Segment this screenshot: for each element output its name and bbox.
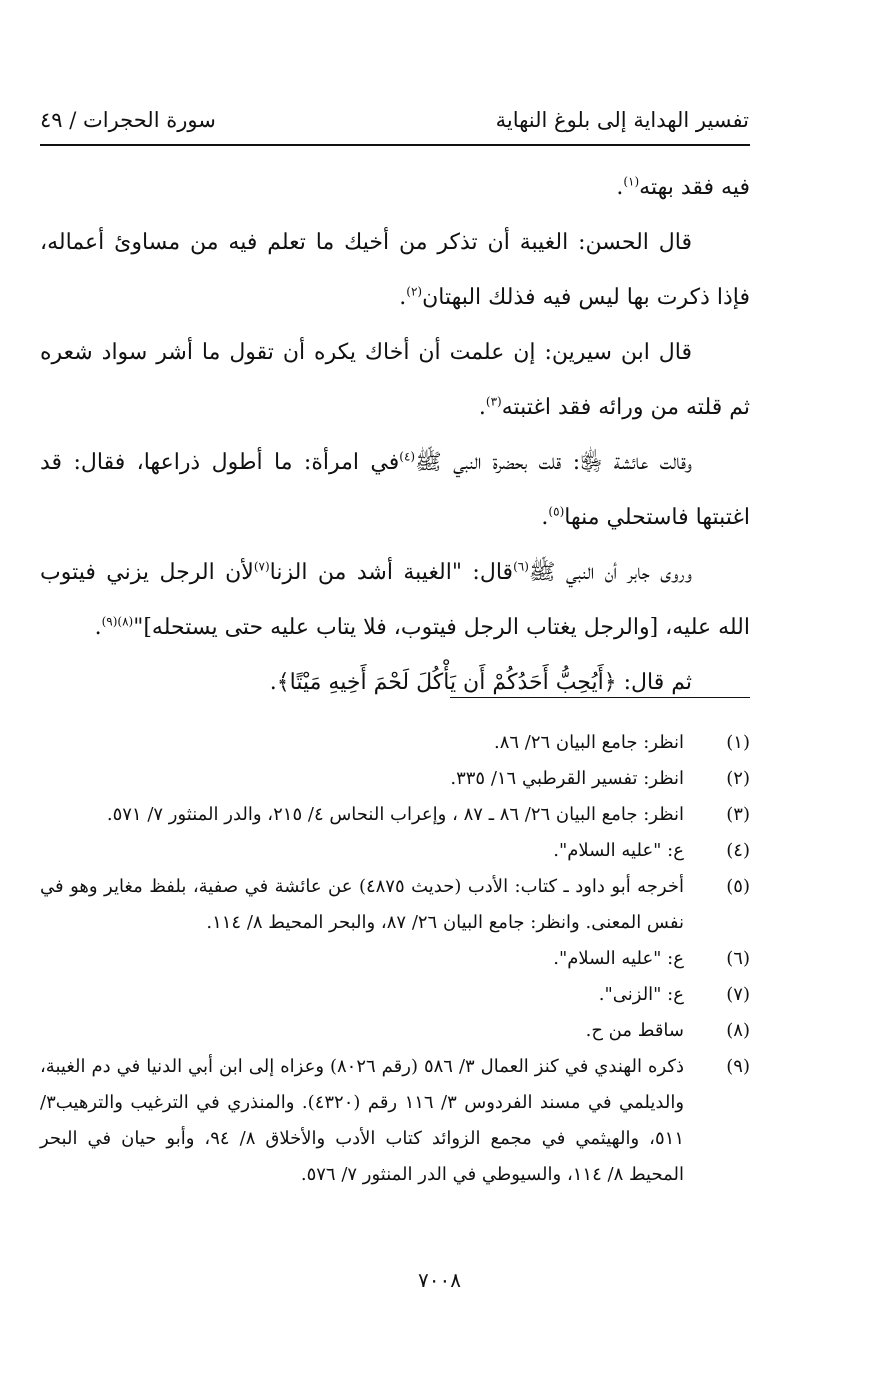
footnote-number: (٢) xyxy=(726,768,750,789)
footnote-1 xyxy=(40,725,750,761)
footnote-9 xyxy=(40,1049,750,1193)
header-rule xyxy=(40,144,750,146)
footnote-number: (٩) xyxy=(726,1056,750,1077)
footnote-ref[interactable]: (٣) xyxy=(485,394,502,409)
footnote-text: انظر: جامع البيان ٢٦/ ٨٦. xyxy=(493,732,684,753)
quran-verse: ﴿أَيُحِبُّ أَحَدُكُمْ أَن يَأْكُلَ لَحْمَ أَخِيهِ مَيْتًا﴾ xyxy=(276,670,617,695)
footnote-text: انظر: جامع البيان ٢٦/ ٨٦ ـ ٨٧ ، وإعراب النحاس ٤/ ٢١٥، والدر المنثور ٧/ ٥٧١. xyxy=(106,804,684,825)
footnote-text: ع: "عليه السلام". xyxy=(553,840,684,861)
footnote-number: (٧) xyxy=(726,984,750,1005)
footnote-text: انظر: تفسير القرطبي ١٦/ ٣٣٥. xyxy=(450,768,684,789)
footnote-text: أخرجه أبو داود ـ كتاب: الأدب (حديث ٤٨٧٥) عن عائشة في صفية، بلفظ مغاير وهو في نفس المعنى. وانظر: جامع البيان ٢٦/ ٨٧، والبحر المحيط ٨/ ١١٤. xyxy=(40,876,684,933)
page-number: ٧٠٠٨ xyxy=(418,1268,461,1292)
footnote-number: (٦) xyxy=(726,948,750,969)
footnote-separator xyxy=(450,697,750,698)
footnote-text: ساقط من ح. xyxy=(585,1020,684,1041)
footnote-text: ع: "الزنى". xyxy=(598,984,684,1005)
footnote-6 xyxy=(40,941,750,977)
footnote-ref[interactable]: (١) xyxy=(623,174,640,189)
paragraph-4: وقالت عائشة ﵂: قلت بحضرة النبي ﷺ$^{(٤)}$في امرأة: ما أطول ذراعها، فقال: قد اغتبتها فاستحلي منها$^{(٥)}$. xyxy=(40,449,750,530)
paragraph-1: فيه فقد بهته$^{(١)}$. xyxy=(616,174,750,200)
paragraph-5: وروى جابر أن النبي ﷺ$^{(٦)}$قال: "الغيبة أشد من الزنا$^{(٧)}$لأن الرجل يزني فيتوب الله عليه، [والرجل يغتاب الرجل فيتوب، فلا يتاب عليه حتى يستحله]"$^{(٨)(٩)}$. xyxy=(40,559,750,640)
paragraph-3: قال ابن سيرين: إن علمت أن أخاك يكره أن تقول ما أشر سواد شعره ثم قلته من ورائه فقد اغتبته$^{(٣)}$. xyxy=(40,340,750,420)
running-header xyxy=(40,100,749,140)
book-title: تفسير الهداية إلى بلوغ النهاية xyxy=(495,108,749,132)
footnote-number: (٥) xyxy=(726,876,750,897)
footnote-number: (٨) xyxy=(726,1020,750,1041)
footnote-4 xyxy=(40,833,750,869)
footnote-ref[interactable]: (٨)(٩) xyxy=(101,614,134,629)
footnote-number: (٣) xyxy=(726,804,750,825)
paragraph-2: قال الحسن: الغيبة أن تذكر من أخيك ما تعلم فيه من مساوئ أعماله، فإذا ذكرت بها ليس فيه فذلك البهتان$^{(٢)}$. xyxy=(40,230,750,310)
footnote-ref[interactable]: (٦) xyxy=(513,559,529,574)
footnote-ref[interactable]: (٤) xyxy=(399,449,416,464)
main-text xyxy=(40,160,750,710)
footnote-number: (٤) xyxy=(726,840,750,861)
surah-page-label: سورة الحجرات / ٤٩ xyxy=(40,108,216,132)
footnote-2 xyxy=(40,761,750,797)
footnote-3 xyxy=(40,797,750,833)
footnote-text: ع: "عليه السلام". xyxy=(553,948,684,969)
footnote-7 xyxy=(40,977,750,1013)
footnote-ref[interactable]: (٢) xyxy=(406,284,423,299)
footnote-ref[interactable]: (٥) xyxy=(548,504,565,519)
footnote-number: (١) xyxy=(726,732,750,753)
footnote-text: ذكره الهندي في كنز العمال ٣/ ٥٨٦ (رقم ٨٠٢٦) وعزاه إلى ابن أبي الدنيا في دم الغيبة، والديلمي في مسند الفردوس ٣/ ١١٦ رقم (٤٣٢٠). والمنذري في الترغيب والترهيب٣/ ٥١١، والهيثمي في مجمع الزوائد كتاب الأدب والأخلاق ٨/ ٩٤، وأبو حيان في البحر المحيط ٨/ ١١٤، والسيوطي في الدر المنثور ٧/ ٥٧٦. xyxy=(40,1056,685,1185)
footnote-ref[interactable]: (٧) xyxy=(253,559,270,574)
footnote-5 xyxy=(40,869,750,941)
footnote-8 xyxy=(40,1013,750,1049)
footnotes xyxy=(40,725,750,1193)
paragraph-6: ثم قال: ﴿أَيُحِبُّ أَحَدُكُمْ أَن يَأْكُلَ لَحْمَ أَخِيهِ مَيْتًا﴾. xyxy=(269,670,692,695)
